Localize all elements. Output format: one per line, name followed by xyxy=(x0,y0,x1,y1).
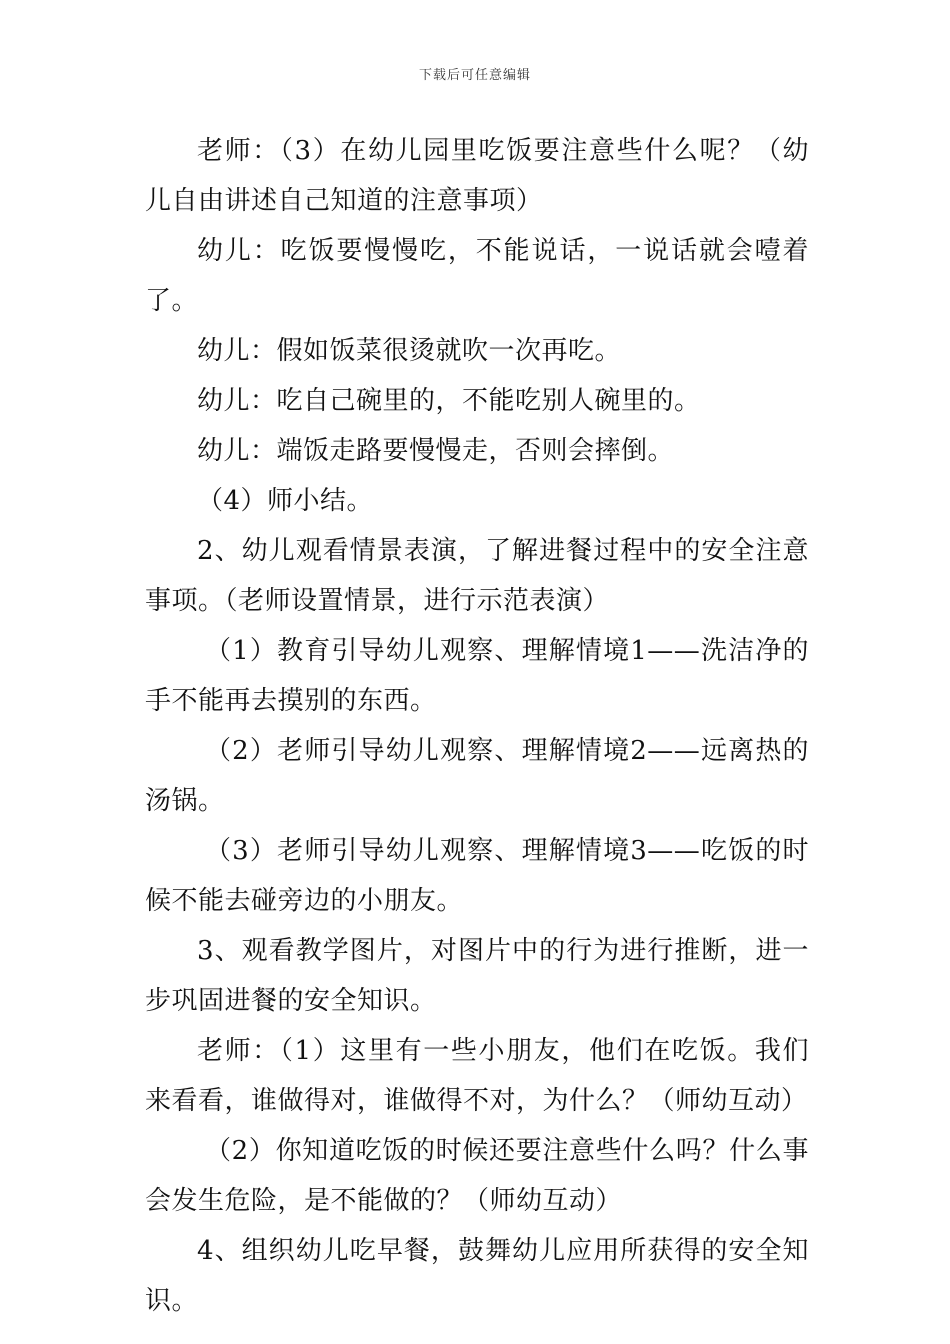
paragraph-scenario-3: （3）老师引导幼儿观察、理解情境3——吃饭的时候不能去碰旁边的小朋友。 xyxy=(145,836,809,916)
paragraph-child-answer-3: 幼儿：吃自己碗里的，不能吃别人碗里的。 xyxy=(197,386,701,416)
paragraph-child-answer-4: 幼儿：端饭走路要慢慢走，否则会摔倒。 xyxy=(197,436,675,466)
paragraph-teacher-question: 老师：（3）在幼儿园里吃饭要注意些什么呢？（幼儿自由讲述自己知道的注意事项） xyxy=(145,136,809,216)
paragraph-child-answer-1: 幼儿：吃饭要慢慢吃，不能说话，一说话就会噎着了。 xyxy=(145,236,809,316)
paragraph-scenario-1: （1）教育引导幼儿观察、理解情境1——洗洁净的手不能再去摸别的东西。 xyxy=(145,636,809,716)
paragraph-teacher-summary: （4）师小结。 xyxy=(197,486,374,516)
paragraph-scenario-2: （2）老师引导幼儿观察、理解情境2——远离热的汤锅。 xyxy=(145,736,809,816)
paragraph-step-2: 2、幼儿观看情景表演，了解进餐过程中的安全注意事项。（老师设置情景，进行示范表演） xyxy=(145,536,809,616)
paragraph-step-4: 4、组织幼儿吃早餐，鼓舞幼儿应用所获得的安全知识。 xyxy=(145,1236,809,1316)
page-header: 下载后可任意编辑 xyxy=(418,68,531,83)
paragraph-danger-question: （2）你知道吃饭的时候还要注意些什么吗？什么事会发生危险，是不能做的？（师幼互动） xyxy=(145,1136,809,1216)
paragraph-step-3: 3、观看教学图片，对图片中的行为进行推断，进一步巩固进餐的安全知识。 xyxy=(145,936,809,1016)
paragraph-child-answer-2: 幼儿：假如饭菜很烫就吹一次再吃。 xyxy=(197,336,622,366)
paragraph-teacher-picture-question: 老师：（1）这里有一些小朋友，他们在吃饭。我们来看看，谁做得对，谁做得不对，为什么？（师幼互动） xyxy=(145,1036,809,1116)
document-body xyxy=(145,126,809,1326)
